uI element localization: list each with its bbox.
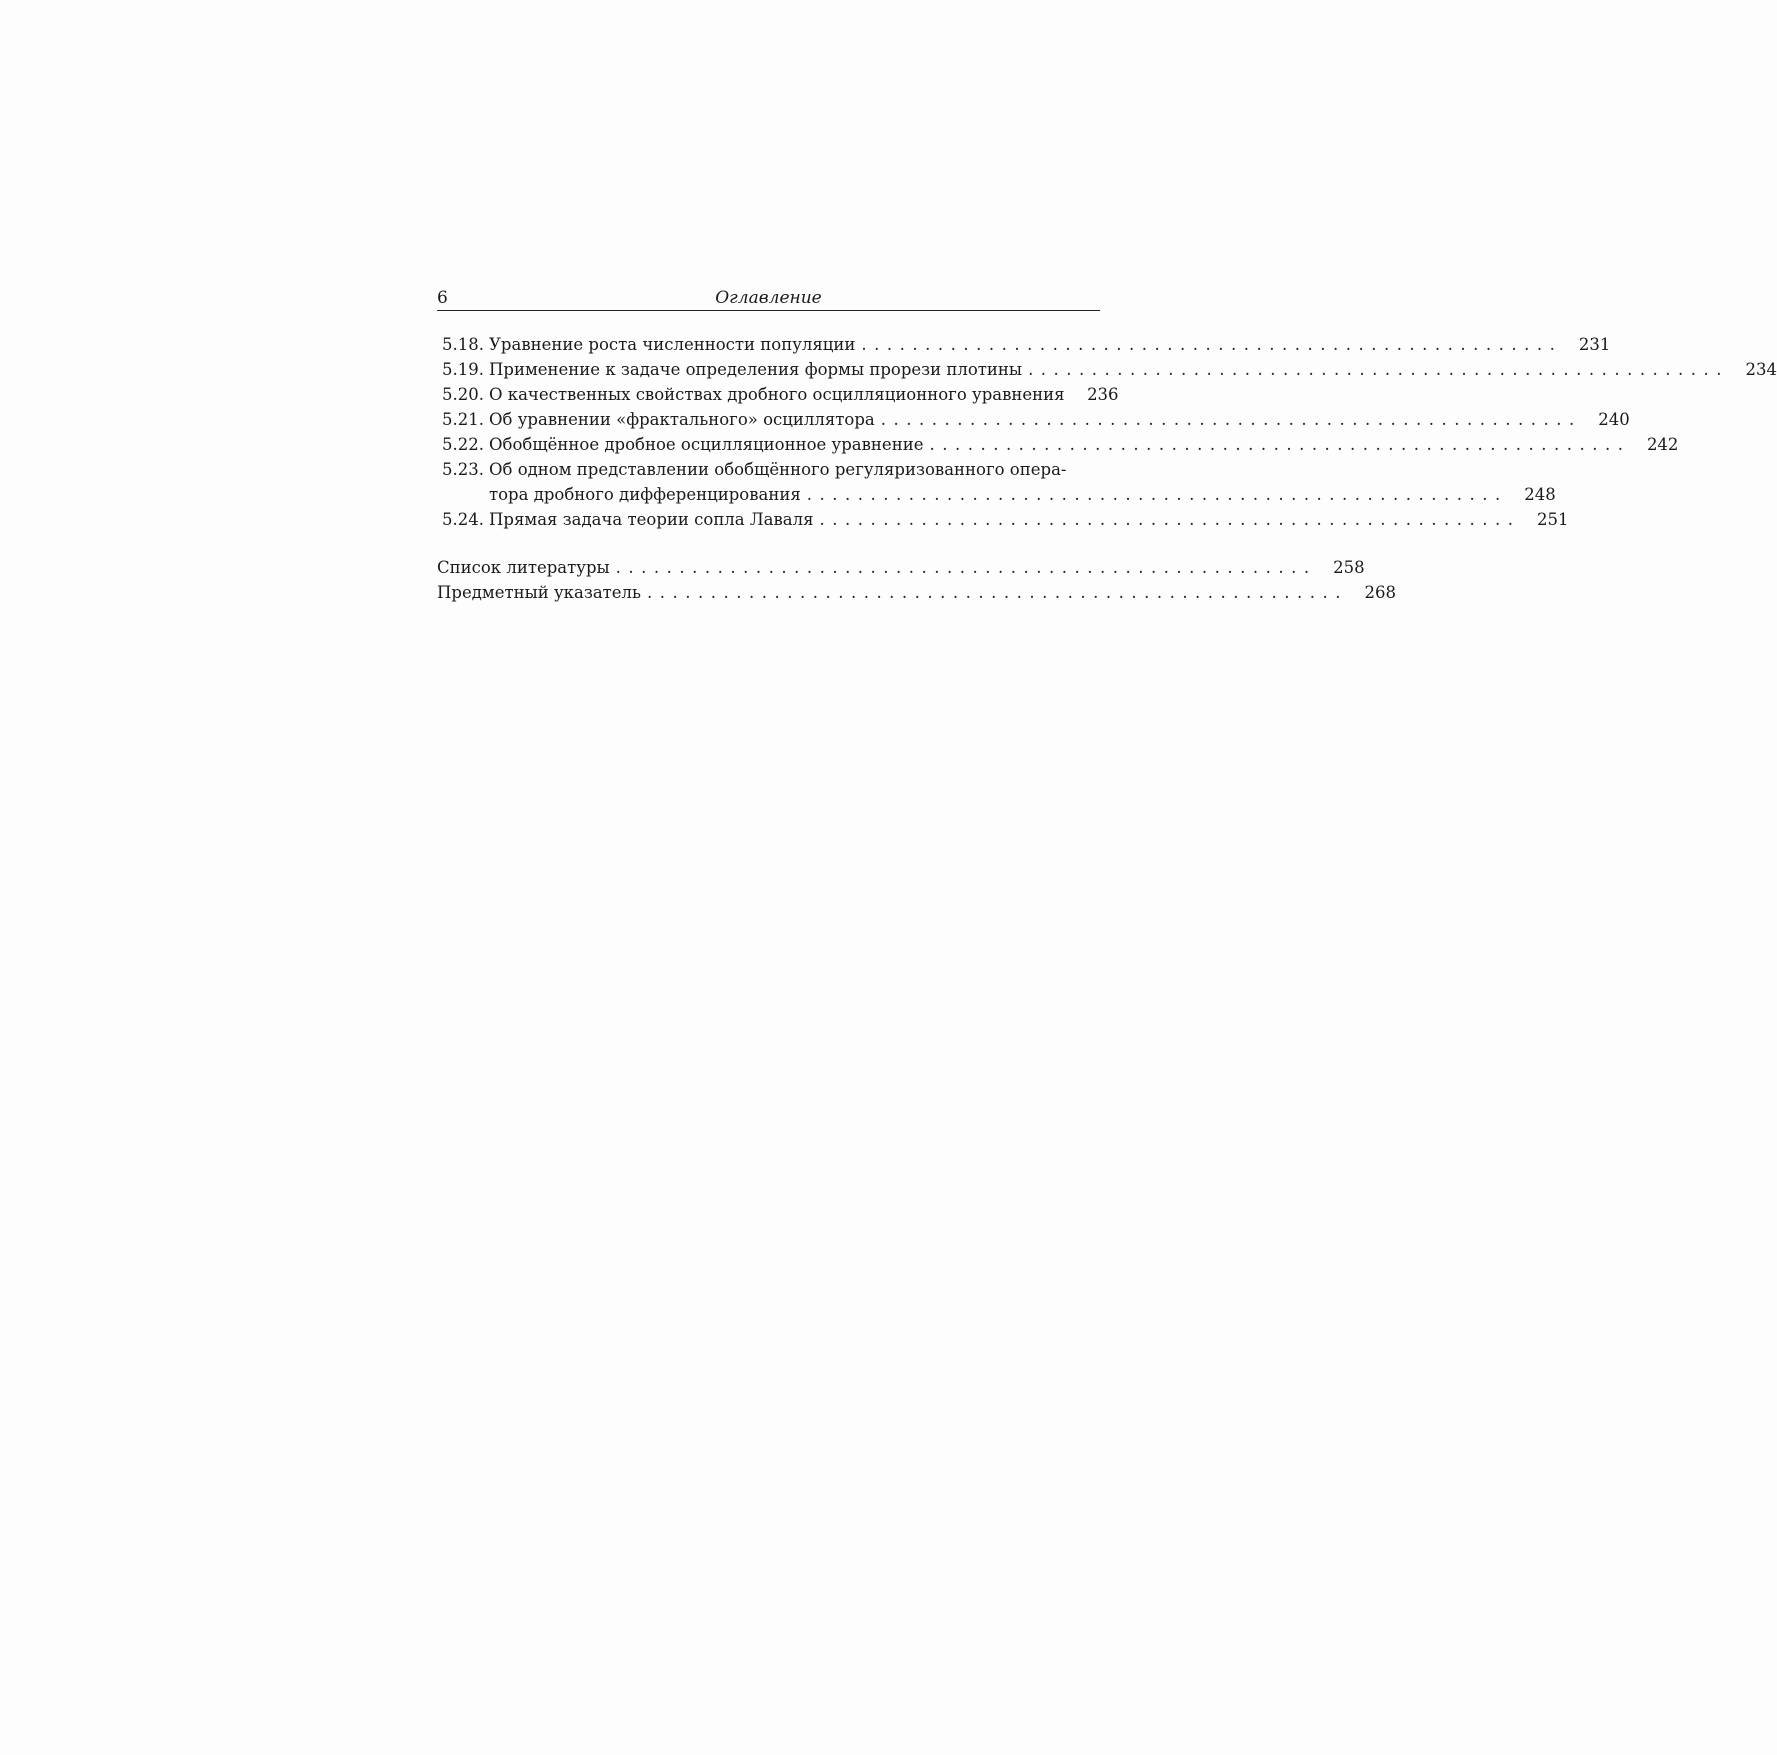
toc-entry-title-line2: тора дробного дифференцирования	[489, 485, 801, 504]
toc-entry-number: 5.22.	[442, 435, 484, 454]
toc-leader-dots: .......................................................	[806, 485, 1508, 504]
toc-leader-dots: .......................................................	[647, 583, 1348, 602]
toc-entry-title: Список литературы	[437, 558, 610, 577]
toc-entry[interactable]	[437, 457, 1556, 507]
toc-entry[interactable]	[437, 357, 1777, 382]
toc-entry[interactable]	[437, 332, 1611, 357]
toc-leader-dots: .......................................................	[929, 435, 1631, 454]
toc-entry[interactable]	[437, 382, 1119, 407]
toc-entry-number: 5.18.	[442, 335, 484, 354]
toc-entry-page: 240	[1598, 410, 1630, 429]
running-head	[437, 288, 1100, 311]
toc-entry-title-line2-row	[489, 482, 1556, 507]
toc-entry-subject-index[interactable]	[437, 580, 1396, 605]
toc-entry-page: 234	[1745, 360, 1777, 379]
toc-entry[interactable]	[437, 407, 1630, 432]
toc-entry-bibliography[interactable]	[437, 555, 1365, 580]
toc-leader-dots: .......................................................	[880, 410, 1582, 429]
toc-entry-title: О качественных свойствах дробного осцилляционного уравнения	[489, 385, 1065, 404]
toc-entry-page: 248	[1524, 485, 1556, 504]
toc-leader-dots: .......................................................	[819, 510, 1521, 529]
toc-entry-page: 236	[1087, 385, 1119, 404]
toc-entry-title-line1: Об одном представлении обобщённого регуляризованного опера-	[489, 460, 1067, 479]
toc-entry-page: 231	[1578, 335, 1611, 354]
toc-entry-title: Предметный указатель	[437, 583, 642, 602]
toc-entry-page: 242	[1646, 435, 1679, 454]
toc-entry-number: 5.19.	[442, 360, 484, 379]
toc-entry-number: 5.20.	[442, 385, 484, 404]
toc-entry-number: 5.24.	[442, 510, 484, 529]
toc-leader-dots: .......................................................	[861, 335, 1563, 354]
toc-entry-body	[489, 457, 1556, 507]
toc-entry-title: Об уравнении «фрактального» осциллятора	[489, 410, 875, 429]
toc-entry[interactable]	[437, 432, 1679, 457]
toc-entry[interactable]	[437, 507, 1569, 532]
toc-entry-title: Прямая задача теории сопла Лаваля	[489, 510, 814, 529]
toc-leader-dots: .......................................................	[1028, 360, 1730, 379]
toc-entry-title: Обобщённое дробное осцилляционное уравнение	[489, 435, 924, 454]
toc-leader-dots: .......................................................	[615, 558, 1317, 577]
page-number: 6	[437, 288, 448, 308]
section-gap	[437, 532, 1100, 555]
running-title: Оглавление	[715, 288, 822, 308]
page-content	[437, 288, 1777, 605]
toc-entry-number: 5.23.	[442, 460, 484, 479]
toc-entry-page: 258	[1333, 558, 1365, 577]
toc-entry-title: Применение к задаче определения формы прорези плотины	[489, 360, 1023, 379]
toc-entry-page: 251	[1536, 510, 1569, 529]
table-of-contents	[437, 332, 1777, 605]
toc-entry-title: Уравнение роста численности популяции	[489, 335, 856, 354]
toc-entry-page: 268	[1364, 583, 1396, 602]
toc-entry-number: 5.21.	[442, 410, 484, 429]
